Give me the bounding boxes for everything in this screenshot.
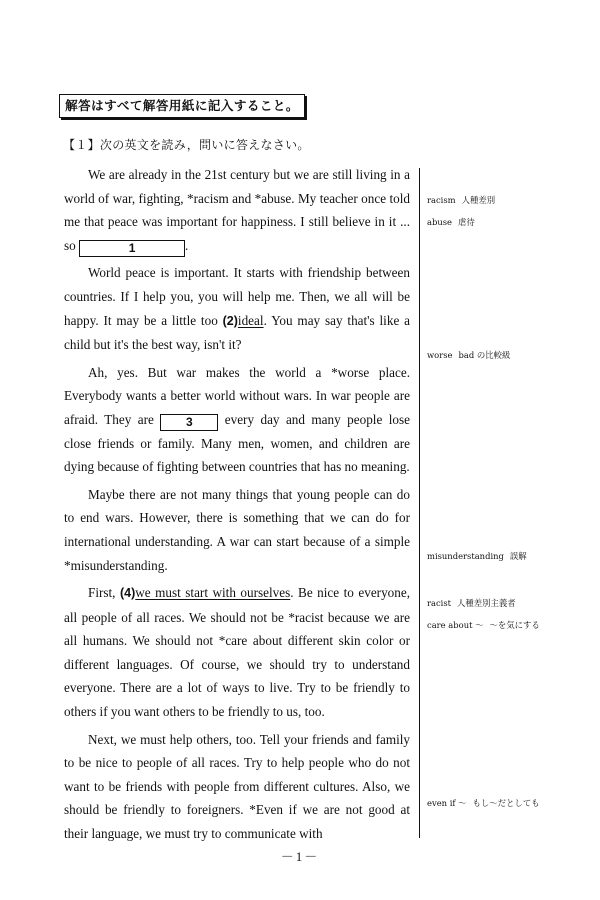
glossary-term: misunderstanding: [427, 551, 504, 561]
glossary-meaning: 人種差別主義者: [457, 598, 516, 608]
question-header: 【１】次の英文を読み，問いに答えなさい。: [63, 138, 310, 152]
paragraph-6: Next, we must help others, too. Tell your friends and family to be nice to people of all races. Try to help people who do not want to be friends with people from different cultures. Also, we should be friendly to foreigners. *Even if we are not good at their language, we must try to communicate with: [64, 731, 410, 842]
paragraph-text: . You may say that's like a child but it's the best way, isn't it?: [64, 312, 410, 353]
glossary-item-worse: [427, 349, 516, 361]
page-number: －1－: [280, 849, 320, 864]
paragraph-text: First,: [88, 585, 116, 601]
paragraph-4: Maybe there are not many things that young people can do to end wars. However, there is something that we can do for international understanding. A war can start because of a simple *misunderstanding.: [64, 486, 410, 573]
glossary-item-abuse: [427, 216, 481, 228]
paragraph-text: . Be nice to everyone, all people of all races. We should not be *racist because we are all humans. We should not *care about different skin color or different languages. Of course, we should try to understand everyone. There are a lot of ways to live. Try to be friendly to others if you want others to be friendly to us, too.: [64, 585, 411, 720]
glossary-item-misunderstanding: [427, 550, 533, 562]
glossary-term: worse: [427, 350, 453, 360]
paragraph-1: [64, 163, 410, 257]
paragraph-5: [64, 581, 410, 724]
paragraph-text: Ah, yes. But war makes the world a *worse place. Everybody wants a better world without wars. In war people are afraid. They are: [64, 364, 410, 427]
glossary-meaning: もし〜だとしても: [472, 798, 540, 808]
glossary-meaning: bad の比較級: [458, 350, 511, 360]
glossary-item-care-about: [427, 619, 546, 631]
glossary-term: racism: [427, 195, 456, 205]
paragraph-text: every day and many people lose close friends or family. Many men, women, and children are dying because of fighting between countries that has no meaning.: [64, 411, 410, 475]
glossary-term: even if 〜: [427, 798, 467, 808]
question-marker-2: (2): [222, 313, 238, 328]
glossary-term: abuse: [427, 217, 453, 227]
paragraph-text: We are already in the 21st century but we are still living in a world of war, fighting, *racism and *abuse. My teacher once told me that peace was important for happiness. I still believe in it ... so: [64, 167, 410, 253]
glossary-item-racist: [427, 597, 522, 609]
glossary-meaning: 虐待: [458, 217, 475, 227]
glossary-term: care about 〜: [427, 620, 484, 630]
glossary-term: racist: [427, 598, 452, 608]
glossary-divider: [419, 168, 420, 838]
glossary-meaning: 人種差別: [461, 195, 496, 205]
glossary-meaning: 〜を気にする: [489, 620, 540, 630]
underlined-word-ideal: ideal: [237, 312, 264, 328]
passage: [64, 163, 410, 850]
paragraph-text: World peace is important. It starts with friendship between countries. If I help you, you will help me. Then, we all will be happy. It may be a little too: [64, 265, 410, 328]
answer-blank-3: 3: [160, 414, 218, 431]
paragraph-text: .: [185, 237, 189, 253]
instruction-notice-box: 解答はすべて解答用紙に記入すること。: [59, 94, 305, 118]
question-marker-4: (4): [119, 586, 136, 601]
paragraph-3: [64, 361, 410, 479]
underlined-sentence-4: we must start with ourselves: [135, 585, 291, 601]
glossary-item-even-if: [427, 797, 546, 809]
answer-blank-1: 1: [79, 240, 185, 257]
paragraph-2: [64, 261, 410, 356]
glossary-item-racism: [427, 194, 501, 206]
glossary-meaning: 誤解: [509, 551, 527, 561]
